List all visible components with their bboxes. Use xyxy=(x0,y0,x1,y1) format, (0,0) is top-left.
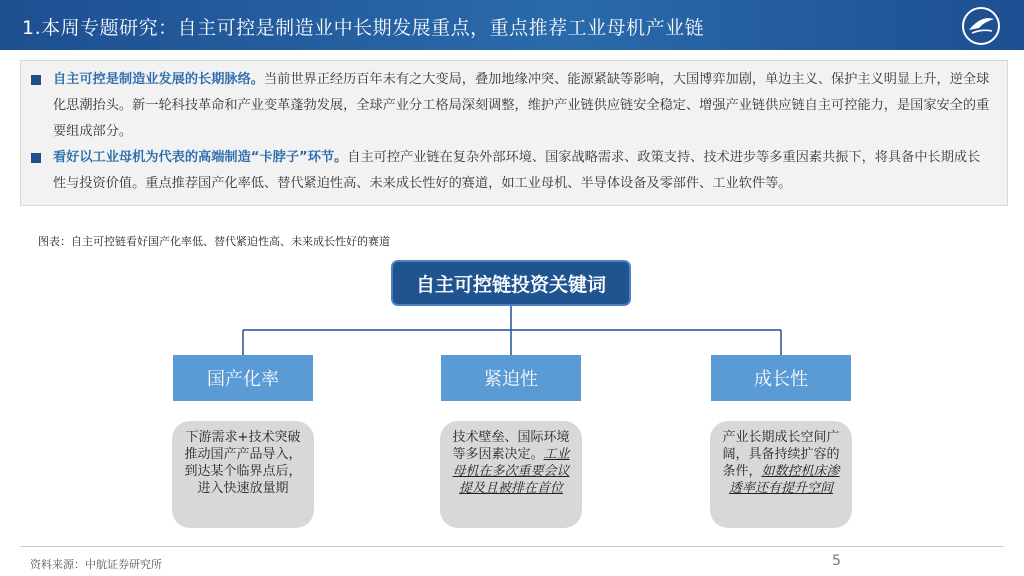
summary-paragraph xyxy=(31,145,993,197)
category-description xyxy=(440,421,582,528)
page-title: 1.本周专题研究：自主可控是制造业中长期发展重点，重点推荐工业母机产业链 xyxy=(22,17,705,39)
root-node: 自主可控链投资关键词 xyxy=(391,260,631,306)
category-node: 国产化率 xyxy=(173,355,313,401)
category-node: 紧迫性 xyxy=(441,355,581,401)
paragraph-lead: 自主可控是制造业发展的长期脉络。 xyxy=(53,72,264,87)
avic-logo-icon xyxy=(962,7,1000,45)
source-note: 资料来源：中航证券研究所 xyxy=(30,558,162,571)
page-number: 5 xyxy=(832,553,841,569)
paragraph-body: 当前世界正经历百年未有之大变局，叠加地缘冲突、能源紧缺等影响，大国博弈加剧，单边主义、保护主义明显上升，逆全球化思潮抬头。新一轮科技革命和产业变革蓬勃发展，全球产业分工格局深刻调整，维护产业链供应链安全稳定、增强产业链供应链自主可控能力，是国家安全的重要组成部分。 xyxy=(53,72,990,139)
category-description xyxy=(710,421,852,528)
summary-paragraph xyxy=(31,67,993,145)
header-bar xyxy=(0,0,1024,50)
category-node: 成长性 xyxy=(711,355,851,401)
description-text: 技术壁垒、国际环境等多因素决定。 xyxy=(452,430,570,462)
category-description xyxy=(172,421,314,528)
paragraph-body: 自主可控产业链在复杂外部环境、国家战略需求、政策支持、技术进步等多重因素共振下，将具备中长期成长性与投资价值。重点推荐国产化率低、替代紧迫性高、未来成长性好的赛道，如工业母机、半导体设备及零部件、工业软件等。 xyxy=(53,150,981,191)
description-emphasis: 工业母机在多次重要会议提及且被排在首位 xyxy=(452,447,570,496)
description-text: 产业长期成长空间广阔，具备持续扩容的条件， xyxy=(722,430,840,479)
summary-box xyxy=(20,60,1008,206)
description-emphasis: 如数控机床渗透率还有提升空间 xyxy=(728,464,840,496)
paragraph-lead: 看好以工业母机为代表的高端制造“卡脖子”环节。 xyxy=(53,150,348,165)
description-text: 下游需求+技术突破推动国产产品导入，到达某个临界点后，进入快速放量期 xyxy=(184,430,302,496)
bullet-square-icon xyxy=(31,153,41,163)
footer-divider xyxy=(20,546,1004,547)
bullet-square-icon xyxy=(31,75,41,85)
figure-caption: 图表：自主可控链看好国产化率低、替代紧迫性高、未来成长性好的赛道 xyxy=(38,235,390,248)
